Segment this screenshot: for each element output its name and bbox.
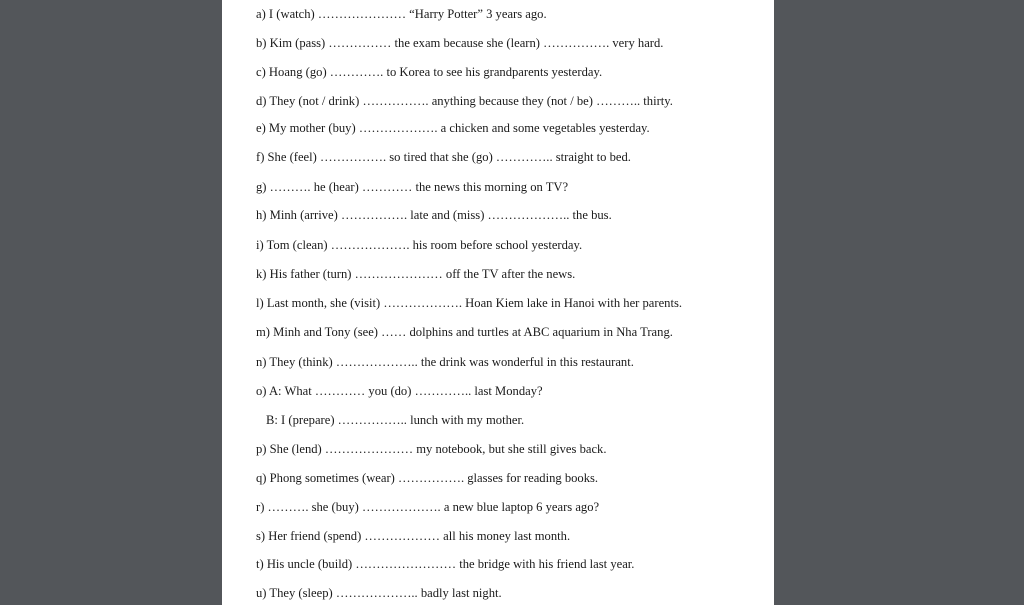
exercise-line-q: q) Phong sometimes (wear) ……………. glasses for reading books. <box>256 471 599 485</box>
exercise-line-i: i) Tom (clean) ………………. his room before school yesterday. <box>256 238 583 252</box>
exercise-line-a: a) I (watch) ………………… “Harry Potter” 3 years ago. <box>256 7 547 21</box>
exercise-line-l: l) Last month, she (visit) ………………. Hoan Kiem lake in Hanoi with her parents. <box>256 296 683 310</box>
exercise-line-b: b) Kim (pass) …………… the exam because she (learn) ……………. very hard. <box>256 36 664 50</box>
exercise-line-c: c) Hoang (go) …………. to Korea to see his grandparents yesterday. <box>256 65 603 79</box>
exercise-line-u: u) They (sleep) ……………….. badly last night. <box>256 586 502 600</box>
exercise-line-o: o) A: What ………… you (do) ………….. last Monday? <box>256 384 543 398</box>
document-page <box>222 0 774 605</box>
exercise-line-p: p) She (lend) ………………… my notebook, but she still gives back. <box>256 442 607 456</box>
exercise-line-k: k) His father (turn) ………………… off the TV after the news. <box>256 267 576 281</box>
exercise-line-f: f) She (feel) ……………. so tired that she (go) ………….. straight to bed. <box>256 150 631 164</box>
exercise-line-n: n) They (think) ……………….. the drink was wonderful in this restaurant. <box>256 355 634 369</box>
exercise-line-h: h) Minh (arrive) ……………. late and (miss) ……………….. the bus. <box>256 208 612 222</box>
exercise-line-t: t) His uncle (build) …………………… the bridge with his friend last year. <box>256 557 635 571</box>
exercise-line-m: m) Minh and Tony (see) …… dolphins and turtles at ABC aquarium in Nha Trang. <box>256 325 673 339</box>
exercise-line-e: e) My mother (buy) ………………. a chicken and some vegetables yesterday. <box>256 121 650 135</box>
exercise-line-d: d) They (not / drink) ……………. anything because they (not / be) ……….. thirty. <box>256 94 673 108</box>
exercise-line-r: r) ………. she (buy) ………………. a new blue laptop 6 years ago? <box>256 500 600 514</box>
exercise-line-g: g) ………. he (hear) ………… the news this morning on TV? <box>256 180 569 194</box>
exercise-line-s: s) Her friend (spend) ……………… all his money last month. <box>256 529 571 543</box>
exercise-line-o-b: B: I (prepare) …………….. lunch with my mother. <box>266 413 525 427</box>
